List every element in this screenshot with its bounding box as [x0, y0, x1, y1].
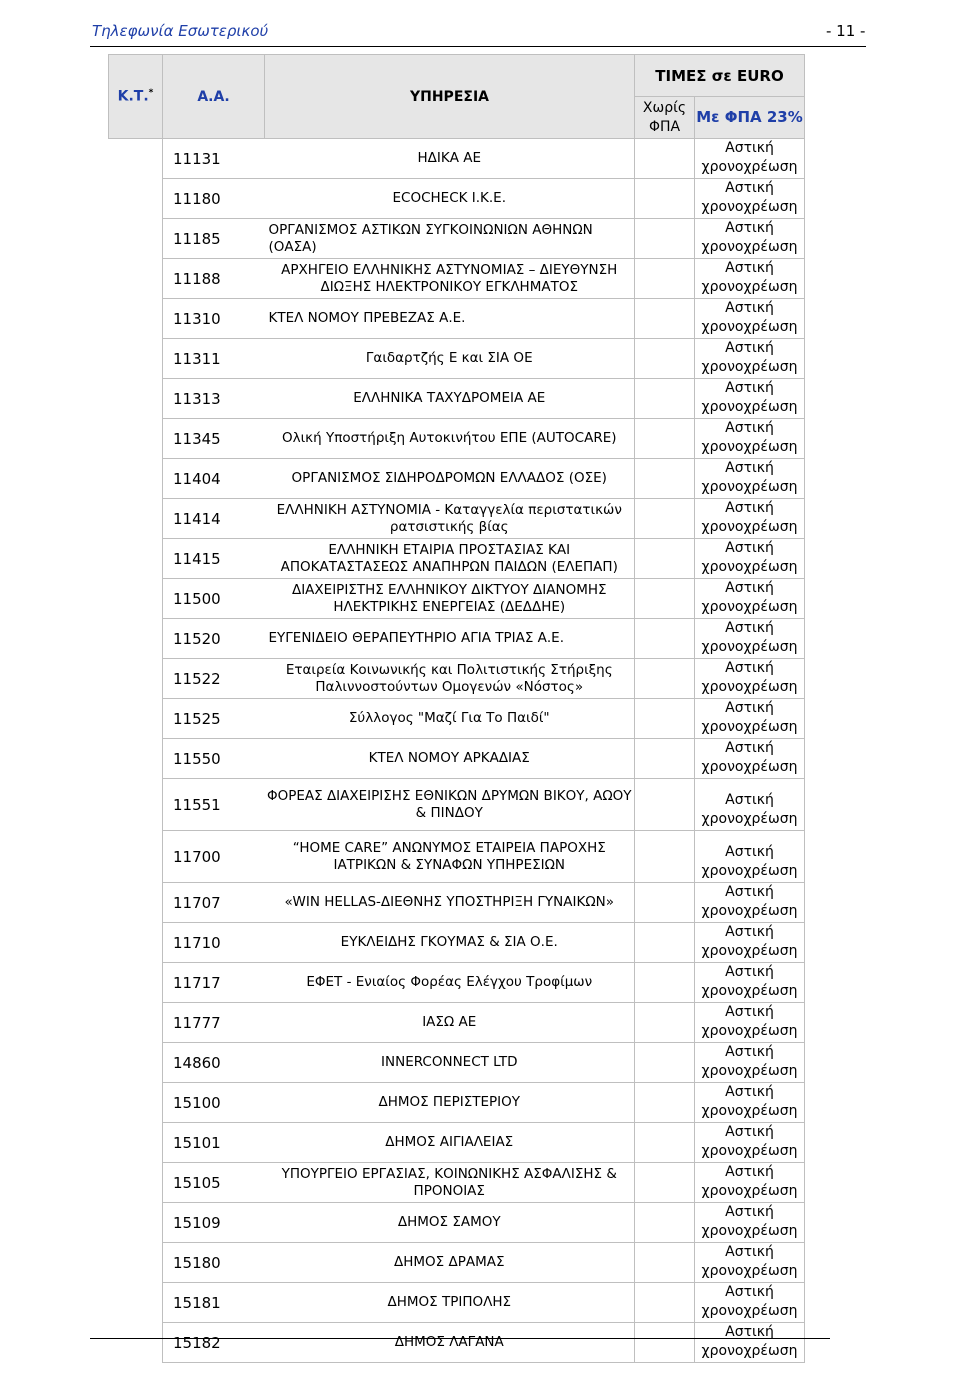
row-code: 11185: [163, 219, 265, 259]
row-no-vat-cell: [635, 1083, 695, 1123]
row-service-name: ΟΡΓΑΝΙΣΜΟΣ ΣΙΔΗΡΟΔΡΟΜΩΝ ΕΛΛΑΔΟΣ (ΟΣΕ): [265, 459, 635, 499]
pricing-table-body: [109, 55, 805, 1363]
header-rule: [90, 46, 866, 47]
row-indent-spacer: [109, 883, 163, 923]
row-indent-spacer: [109, 459, 163, 499]
row-rate: Αστική χρονοχρέωση: [695, 883, 805, 923]
row-indent-spacer: [109, 779, 163, 831]
row-code: 11717: [163, 963, 265, 1003]
row-code: 11700: [163, 831, 265, 883]
row-code: 11500: [163, 579, 265, 619]
row-rate: Αστική χρονοχρέωση: [695, 1283, 805, 1323]
row-rate: Αστική χρονοχρέωση: [695, 139, 805, 179]
table-row: [109, 219, 805, 259]
row-rate: Αστική χρονοχρέωση: [695, 1243, 805, 1283]
table-row: [109, 179, 805, 219]
table-row: [109, 1323, 805, 1363]
row-code: 15180: [163, 1243, 265, 1283]
row-indent-spacer: [109, 1163, 163, 1203]
table-row: [109, 459, 805, 499]
row-code: 11188: [163, 259, 265, 299]
row-service-name: ΙΑΣΩ ΑΕ: [265, 1003, 635, 1043]
row-no-vat-cell: [635, 779, 695, 831]
table-row: [109, 499, 805, 539]
row-no-vat-cell: [635, 579, 695, 619]
row-indent-spacer: [109, 923, 163, 963]
row-code: 11415: [163, 539, 265, 579]
row-no-vat-cell: [635, 1283, 695, 1323]
kt-column-header: Κ.Τ.*: [109, 55, 163, 139]
row-rate: Αστική χρονοχρέωση: [695, 1323, 805, 1363]
table-row: [109, 923, 805, 963]
row-code: 11525: [163, 699, 265, 739]
row-rate: Αστική χρονοχρέωση: [695, 379, 805, 419]
row-rate: Αστική χρονοχρέωση: [695, 539, 805, 579]
row-service-name: «WIN HELLAS-ΔΙΕΘΝΗΣ ΥΠΟΣΤΗΡΙΞΗ ΓΥΝΑΙΚΩΝ»: [265, 883, 635, 923]
row-service-name: ΔΗΜΟΣ ΛΑΓΑΝΑ: [265, 1323, 635, 1363]
row-service-name: ΚΤΕΛ ΝΟΜΟΥ ΑΡΚΑΔΙΑΣ: [265, 739, 635, 779]
table-row: [109, 419, 805, 459]
row-code: 11313: [163, 379, 265, 419]
row-no-vat-cell: [635, 1043, 695, 1083]
row-indent-spacer: [109, 179, 163, 219]
row-indent-spacer: [109, 139, 163, 179]
row-code: 15182: [163, 1323, 265, 1363]
row-service-name: ΔΗΜΟΣ ΔΡΑΜΑΣ: [265, 1243, 635, 1283]
row-no-vat-cell: [635, 1123, 695, 1163]
row-service-name: “HOME CARE” ΑΝΩΝΥΜΟΣ ΕΤΑΙΡΕΙΑ ΠΑΡΟΧΗΣ ΙΑΤΡΙΚΩΝ & ΣΥΝΑΦΩΝ ΥΠΗΡΕΣΙΩΝ: [265, 831, 635, 883]
row-code: 11707: [163, 883, 265, 923]
row-code: 15181: [163, 1283, 265, 1323]
row-service-name: ΕΛΛΗΝΙΚΗ ΑΣΤΥΝΟΜΙΑ - Καταγγελία περιστατικών ρατσιστικής βίας: [265, 499, 635, 539]
row-no-vat-cell: [635, 459, 695, 499]
row-service-name: ΚΤΕΛ ΝΟΜΟΥ ΠΡΕΒΕΖΑΣ Α.Ε.: [265, 299, 635, 339]
row-indent-spacer: [109, 1283, 163, 1323]
row-code: 11414: [163, 499, 265, 539]
row-indent-spacer: [109, 1003, 163, 1043]
row-code: 15109: [163, 1203, 265, 1243]
row-rate: Αστική χρονοχρέωση: [695, 963, 805, 1003]
table-row: [109, 1083, 805, 1123]
row-indent-spacer: [109, 659, 163, 699]
row-code: 15100: [163, 1083, 265, 1123]
table-row: [109, 831, 805, 883]
row-service-name: Εταιρεία Κοινωνικής και Πολιτιστικής Στήριξης Παλιννοστούντων Ομογενών «Νόστος»: [265, 659, 635, 699]
row-code: 11522: [163, 659, 265, 699]
table-row: [109, 339, 805, 379]
row-rate: Αστική χρονοχρέωση: [695, 923, 805, 963]
row-rate: Αστική χρονοχρέωση: [695, 459, 805, 499]
table-row: [109, 659, 805, 699]
row-rate: Αστική χρονοχρέωση: [695, 179, 805, 219]
row-rate: Αστική χρονοχρέωση: [695, 659, 805, 699]
page-number: - 11 -: [826, 22, 866, 40]
with-vat-column-header: Με ΦΠΑ 23%: [695, 97, 805, 139]
row-service-name: ΟΡΓΑΝΙΣΜΟΣ ΑΣΤΙΚΩΝ ΣΥΓΚΟΙΝΩΝΙΩΝ ΑΘΗΝΩΝ (ΟΑΣΑ): [265, 219, 635, 259]
row-code: 15101: [163, 1123, 265, 1163]
row-no-vat-cell: [635, 739, 695, 779]
row-indent-spacer: [109, 339, 163, 379]
row-code: 11131: [163, 139, 265, 179]
row-rate: Αστική χρονοχρέωση: [695, 1043, 805, 1083]
row-code: 11550: [163, 739, 265, 779]
row-no-vat-cell: [635, 1243, 695, 1283]
prices-column-header: ΤΙΜΕΣ σε EURO: [635, 55, 805, 97]
row-no-vat-cell: [635, 379, 695, 419]
row-service-name: ΦΟΡΕΑΣ ΔΙΑΧΕΙΡΙΣΗΣ ΕΘΝΙΚΩΝ ΔΡΥΜΩΝ ΒΙΚΟΥ, ΑΩΟΥ & ΠΙΝΔΟΥ: [265, 779, 635, 831]
row-no-vat-cell: [635, 299, 695, 339]
row-indent-spacer: [109, 539, 163, 579]
table-row: [109, 539, 805, 579]
table-row: [109, 259, 805, 299]
row-service-name: INNERCONNECT LTD: [265, 1043, 635, 1083]
table-row: [109, 1163, 805, 1203]
row-indent-spacer: [109, 1203, 163, 1243]
row-service-name: ΕΛΛΗΝΙΚΗ ΕΤΑΙΡΙΑ ΠΡΟΣΤΑΣΙΑΣ ΚΑΙ ΑΠΟΚΑΤΑΣΤΑΣΕΩΣ ΑΝΑΠΗΡΩΝ ΠΑΙΔΩΝ (ΕΛΕΠΑΠ): [265, 539, 635, 579]
row-no-vat-cell: [635, 923, 695, 963]
row-indent-spacer: [109, 1323, 163, 1363]
row-rate: Αστική χρονοχρέωση: [695, 1163, 805, 1203]
row-indent-spacer: [109, 219, 163, 259]
row-indent-spacer: [109, 831, 163, 883]
row-rate: Αστική χρονοχρέωση: [695, 499, 805, 539]
row-code: 11520: [163, 619, 265, 659]
row-rate: Αστική χρονοχρέωση: [695, 259, 805, 299]
row-service-name: Ολική Υποστήριξη Αυτοκινήτου ΕΠΕ (AUTOCARE): [265, 419, 635, 459]
row-no-vat-cell: [635, 499, 695, 539]
table-row: [109, 299, 805, 339]
table-row: [109, 1203, 805, 1243]
row-code: 14860: [163, 1043, 265, 1083]
row-service-name: ECOCHECK Ι.Κ.Ε.: [265, 179, 635, 219]
table-row: [109, 1003, 805, 1043]
row-rate: Αστική χρονοχρέωση: [695, 1083, 805, 1123]
row-code: 11310: [163, 299, 265, 339]
footer-rule: [90, 1338, 830, 1339]
table-row: [109, 1283, 805, 1323]
row-service-name: Γαιδαρτζής Ε και ΣΙΑ ΟΕ: [265, 339, 635, 379]
row-rate: Αστική χρονοχρέωση: [695, 739, 805, 779]
row-indent-spacer: [109, 699, 163, 739]
pricing-table: [108, 54, 805, 1363]
row-no-vat-cell: [635, 619, 695, 659]
table-row: [109, 779, 805, 831]
row-no-vat-cell: [635, 259, 695, 299]
row-indent-spacer: [109, 379, 163, 419]
row-rate: Αστική χρονοχρέωση: [695, 579, 805, 619]
row-indent-spacer: [109, 1123, 163, 1163]
table-head-row: [109, 55, 805, 97]
aa-column-header: Α.Α.: [163, 55, 265, 139]
kt-footnote-mark: *: [148, 88, 154, 99]
row-code: 15105: [163, 1163, 265, 1203]
row-indent-spacer: [109, 419, 163, 459]
row-no-vat-cell: [635, 419, 695, 459]
row-code: 11180: [163, 179, 265, 219]
table-row: [109, 883, 805, 923]
row-code: 11777: [163, 1003, 265, 1043]
row-service-name: ΔΗΜΟΣ ΑΙΓΙΑΛΕΙΑΣ: [265, 1123, 635, 1163]
row-rate: Αστική χρονοχρέωση: [695, 339, 805, 379]
row-indent-spacer: [109, 299, 163, 339]
page-header-title: Τηλεφωνία Εσωτερικού: [92, 22, 269, 40]
row-no-vat-cell: [635, 139, 695, 179]
row-service-name: ΔΙΑΧΕΙΡΙΣΤΗΣ ΕΛΛΗΝΙΚΟΥ ΔΙΚΤΥΟΥ ΔΙΑΝΟΜΗΣ ΗΛΕΚΤΡΙΚΗΣ ΕΝΕΡΓΕΙΑΣ (ΔΕΔΔΗΕ): [265, 579, 635, 619]
row-indent-spacer: [109, 1083, 163, 1123]
row-indent-spacer: [109, 963, 163, 1003]
row-rate: Αστική χρονοχρέωση: [695, 1203, 805, 1243]
table-row: [109, 379, 805, 419]
row-indent-spacer: [109, 499, 163, 539]
row-rate: Αστική χρονοχρέωση: [695, 1003, 805, 1043]
row-indent-spacer: [109, 1243, 163, 1283]
row-no-vat-cell: [635, 539, 695, 579]
row-service-name: ΕΦΕΤ - Ενιαίος Φορέας Ελέγχου Τροφίμων: [265, 963, 635, 1003]
row-rate: Αστική χρονοχρέωση: [695, 419, 805, 459]
row-no-vat-cell: [635, 1203, 695, 1243]
row-rate: Αστική χρονοχρέωση: [695, 299, 805, 339]
row-code: 11311: [163, 339, 265, 379]
table-row: [109, 963, 805, 1003]
row-no-vat-cell: [635, 699, 695, 739]
table-row: [109, 1243, 805, 1283]
row-service-name: ΕΛΛΗΝΙΚΑ ΤΑΧΥΔΡΟΜΕΙΑ ΑΕ: [265, 379, 635, 419]
row-rate: Αστική χρονοχρέωση: [695, 1123, 805, 1163]
row-rate: Αστική χρονοχρέωση: [695, 619, 805, 659]
row-no-vat-cell: [635, 831, 695, 883]
row-service-name: ΔΗΜΟΣ ΤΡΙΠΟΛΗΣ: [265, 1283, 635, 1323]
row-code: 11710: [163, 923, 265, 963]
row-service-name: ΔΗΜΟΣ ΣΑΜΟΥ: [265, 1203, 635, 1243]
row-service-name: ΑΡΧΗΓΕΙΟ ΕΛΛΗΝΙΚΗΣ ΑΣΤΥΝΟΜΙΑΣ – ΔΙΕΥΘΥΝΣΗ ΔΙΩΞΗΣ ΗΛΕΚΤΡΟΝΙΚΟΥ ΕΓΚΛΗΜΑΤΟΣ: [265, 259, 635, 299]
row-service-name: ΕΥΚΛΕΙΔΗΣ ΓΚΟΥΜΑΣ & ΣΙΑ Ο.Ε.: [265, 923, 635, 963]
row-no-vat-cell: [635, 1003, 695, 1043]
row-service-name: Σύλλογος "Μαζί Για Το Παιδί": [265, 699, 635, 739]
row-code: 11345: [163, 419, 265, 459]
no-vat-column-header: Χωρίς ΦΠΑ: [635, 97, 695, 139]
row-no-vat-cell: [635, 883, 695, 923]
row-indent-spacer: [109, 1043, 163, 1083]
service-column-header: ΥΠΗΡΕΣΙΑ: [265, 55, 635, 139]
row-no-vat-cell: [635, 963, 695, 1003]
table-row: [109, 139, 805, 179]
table-row: [109, 1123, 805, 1163]
row-indent-spacer: [109, 579, 163, 619]
row-indent-spacer: [109, 739, 163, 779]
row-rate: Αστική χρονοχρέωση: [695, 779, 805, 831]
row-no-vat-cell: [635, 1323, 695, 1363]
row-no-vat-cell: [635, 1163, 695, 1203]
table-row: [109, 579, 805, 619]
row-service-name: ΔΗΜΟΣ ΠΕΡΙΣΤΕΡΙΟΥ: [265, 1083, 635, 1123]
row-service-name: ΥΠΟΥΡΓΕΙΟ ΕΡΓΑΣΙΑΣ, ΚΟΙΝΩΝΙΚΗΣ ΑΣΦΑΛΙΣΗΣ & ΠΡΟΝΟΙΑΣ: [265, 1163, 635, 1203]
row-service-name: ΕΥΓΕΝΙΔΕΙΟ ΘΕΡΑΠΕΥΤΗΡΙΟ ΑΓΙΑ ΤΡΙΑΣ Α.Ε.: [265, 619, 635, 659]
table-row: [109, 699, 805, 739]
row-rate: Αστική χρονοχρέωση: [695, 219, 805, 259]
row-code: 11404: [163, 459, 265, 499]
row-no-vat-cell: [635, 339, 695, 379]
row-service-name: ΗΔΙΚΑ ΑΕ: [265, 139, 635, 179]
row-code: 11551: [163, 779, 265, 831]
row-no-vat-cell: [635, 659, 695, 699]
row-indent-spacer: [109, 259, 163, 299]
row-indent-spacer: [109, 619, 163, 659]
table-row: [109, 619, 805, 659]
table-row: [109, 739, 805, 779]
row-no-vat-cell: [635, 219, 695, 259]
row-rate: Αστική χρονοχρέωση: [695, 831, 805, 883]
row-no-vat-cell: [635, 179, 695, 219]
row-rate: Αστική χρονοχρέωση: [695, 699, 805, 739]
table-row: [109, 1043, 805, 1083]
